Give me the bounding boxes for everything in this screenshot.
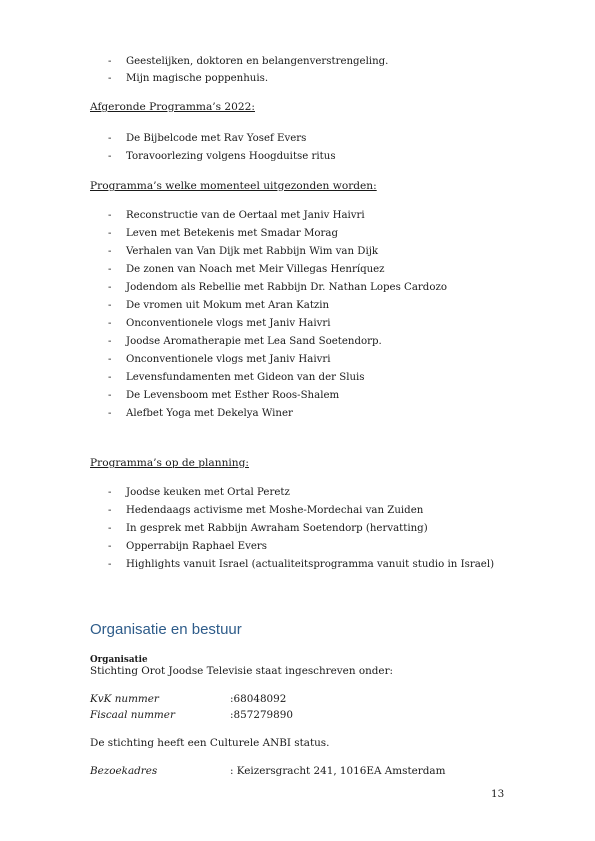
list-item: - De vromen uit Mokum met Aran Katzin xyxy=(126,300,329,312)
list-item: - Highlights vanuit Israel (actualiteitsprogramma vanuit studio in Israel) xyxy=(126,559,494,571)
list-item: - Toravoorlezing volgens Hoogduitse ritus xyxy=(126,151,336,163)
list-item: - Joodse Aromatherapie met Lea Sand Soetendorp. xyxy=(126,336,382,348)
list-item: - Reconstructie van de Oertaal met Janiv Haivri xyxy=(126,210,365,222)
page-number: 13 xyxy=(491,788,505,800)
list-item: - De Bijbelcode met Rav Yosef Evers xyxy=(126,133,306,145)
list-item: - Opperrabijn Raphael Evers xyxy=(126,541,267,553)
address-value: : Keizersgracht 241, 1016EA Amsterdam xyxy=(230,765,446,777)
fiscal-value: :857279890 xyxy=(230,709,293,721)
planned-programs-heading: Programma’s op de planning: xyxy=(90,457,249,469)
section-title: Organisatie en bestuur xyxy=(90,621,242,638)
list-item: - Verhalen van Van Dijk met Rabbijn Wim van Dijk xyxy=(126,246,378,258)
list-item: - Onconventionele vlogs met Janiv Haivri xyxy=(126,318,331,330)
completed-programs-heading: Afgeronde Programma’s 2022: xyxy=(90,101,255,113)
address-label: Bezoekadres xyxy=(90,765,158,777)
list-item: - Onconventionele vlogs met Janiv Haivri xyxy=(126,354,331,366)
anbi-status: De stichting heeft een Culturele ANBI status. xyxy=(90,737,330,749)
registration-intro: Stichting Orot Joodse Televisie staat ingeschreven onder: xyxy=(90,665,394,677)
list-item: - De zonen van Noach met Meir Villegas Henríquez xyxy=(126,264,385,276)
list-item: - Alefbet Yoga met Dekelya Winer xyxy=(126,408,293,420)
organisation-subheading: Organisatie xyxy=(90,655,148,665)
list-item: - Hedendaags activisme met Moshe-Mordechai van Zuiden xyxy=(126,505,423,517)
fiscal-label: Fiscaal nummer xyxy=(90,709,175,721)
list-item: - In gesprek met Rabbijn Awraham Soetendorp (hervatting) xyxy=(126,523,428,535)
current-programs-heading: Programma’s welke momenteel uitgezonden worden: xyxy=(90,180,377,192)
list-item: - Joodse keuken met Ortal Peretz xyxy=(126,487,290,499)
kvk-value: :68048092 xyxy=(230,693,287,705)
list-item: - Jodendom als Rebellie met Rabbijn Dr. Nathan Lopes Cardozo xyxy=(126,282,447,294)
list-item: - Mijn magische poppenhuis. xyxy=(126,73,268,85)
list-item: - Levensfundamenten met Gideon van der Sluis xyxy=(126,372,365,384)
list-item: - Leven met Betekenis met Smadar Morag xyxy=(126,228,338,240)
list-item: - De Levensboom met Esther Roos-Shalem xyxy=(126,390,339,402)
list-item: - Geestelijken, doktoren en belangenverstrengeling. xyxy=(126,56,388,68)
kvk-label: KvK nummer xyxy=(90,693,159,705)
